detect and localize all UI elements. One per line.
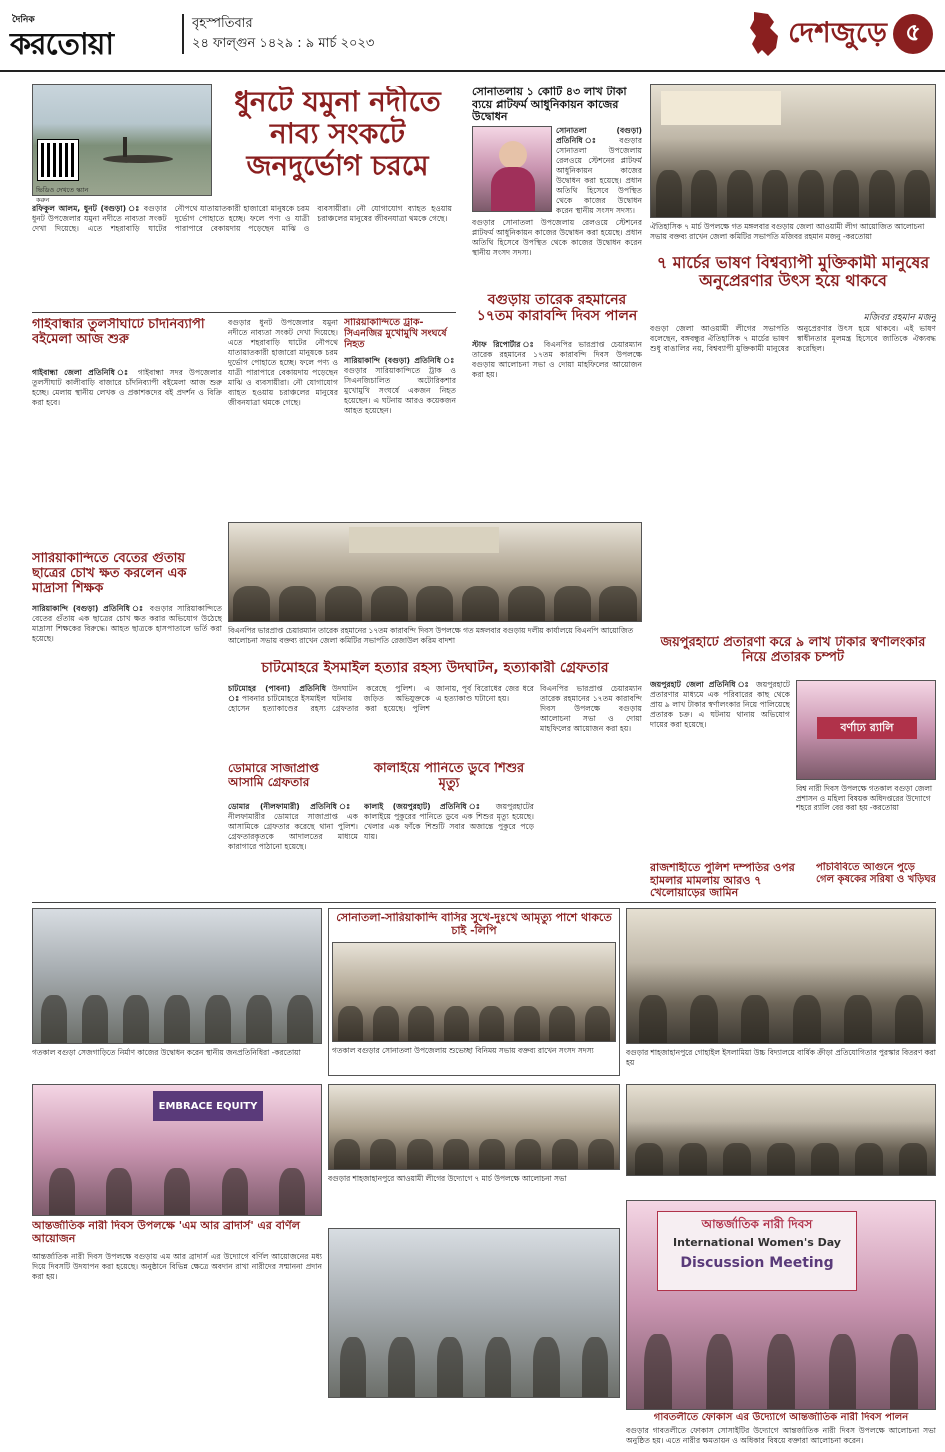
- tarek-headline: বগুড়ায় তারেক রহমানের ১৭তম কারাবন্দি দিবস পালন: [476, 292, 638, 325]
- kalai-headline: কালাইয়ে পানিতে ডুবে শিশুর মৃত্যু: [373, 762, 525, 791]
- 7march-photo: [650, 84, 936, 218]
- madrasa-headline: সারিয়াকান্দিতে বেতের গুঁতায় ছাত্রের চোখ ক্ষত করলেন এক মাদ্রাসা শিক্ষক: [32, 552, 187, 596]
- tarek-body: [472, 340, 642, 530]
- qr-caption: ভিডিও দেখতে স্ক্যান করুন: [36, 186, 89, 204]
- accident-headline: সারিয়াকান্দিতে ট্রাক-সিএনজির মুখোমুখি সংঘর্ষে নিহত: [344, 318, 447, 350]
- rally-photo: [796, 680, 936, 780]
- gabtali-body: বগুড়ার গাবতলীতে ফোকাস সোসাইটির উদ্যোগে আন্তর্জাতিক নারী দিবস উপলক্ষে আলোচনা সভা অনুষ্ঠিত হয়। এতে নারীর ক্ষমতায়ন ও অধিকার বিষয়ে বক্তারা আলোচনা করেন।: [626, 1426, 936, 1445]
- kalai-byline: কালাই (জয়পুরহাট) প্রতিনিধি ঃ: [364, 802, 487, 811]
- center-mid-photo: [332, 942, 616, 1042]
- gaibandha-byline: গাইবান্ধা জেলা প্রতিনিধি ঃ: [32, 368, 132, 377]
- 7march-body: বগুড়া জেলা আওয়ামী লীগের সভাপতি বলেছেন, বঙ্গবন্ধুর ঐতিহাসিক ৭ মার্চের ভাষণ শুধু বাঙালির নয়, বিশ্বব্যাপী মুক্তিকামী মানুষের অনুপ্রেরণার উৎস হয়ে থাকবে। এই ভাষণ স্বাধীনতার মূলমন্ত্র হিসেবে জাতিকে ঐক্যবদ্ধ করেছিল।: [650, 324, 936, 353]
- 7march-byline: মজিবর রহমান মজনু: [863, 313, 936, 322]
- paper-name: করতোয়া: [10, 27, 114, 62]
- masthead: [0, 0, 945, 72]
- qr-code-icon[interactable]: [38, 140, 78, 180]
- joypurhat-text: জয়পুরহাটে প্রতারণার মাধ্যমে এক পরিবারের কাছ থেকে প্রায় ৯ লাখ টাকার স্বর্ণালংকার নিয়ে পালিয়েছে প্রতারক চক্র। এ ঘটনায় থানায় অভিযোগ দায়ের করা হয়েছে।: [650, 680, 790, 729]
- accident-body: [344, 356, 456, 518]
- center-mid-caption: গতকাল বগুড়ার সোনাতলা উপজেলায় শুভেচ্ছা বিনিময় সভায় বক্তব্য রাখেন সংসদ সদস্য: [332, 1046, 594, 1055]
- embrace-banner: EMBRACE EQUITY: [153, 1091, 263, 1121]
- kalai-text: জয়পুরহাটের কালাইয়ে পুকুরের পানিতে ডুবে এক শিশুর মৃত্যু হয়েছে। খেলার এক ফাঁকে শিশুটি সবার অজান্তে পুকুরে পড়ে যায়।: [364, 802, 534, 841]
- bangladesh-map-icon: [746, 10, 782, 58]
- accident-text: বগুড়ার সারিয়াকান্দিতে ট্রাক ও সিএনজিচালিত অটোরিকশার মুখোমুখি সংঘর্ষে একজন নিহত হয়েছেন। এ ঘটনায় আরও কয়েকজন আহত হয়েছেন।: [344, 366, 456, 415]
- discussion-meeting: Discussion Meeting: [680, 1255, 834, 1271]
- gaibandha-body: [32, 368, 222, 548]
- tarek-byline: স্টাফ রিপোর্টার ঃ: [472, 340, 538, 349]
- newspaper-logo: [10, 12, 175, 62]
- lead-byline: রফিকুল আলম, ধুনট (বগুড়া) ঃ: [32, 204, 141, 213]
- masthead-divider: [182, 14, 184, 54]
- section-name: দেশজুড়ে: [788, 15, 887, 49]
- accident-byline: সারিয়াকান্দি (বগুড়া) প্রতিনিধি ঃ: [344, 356, 456, 365]
- chatmohar-body: [228, 684, 534, 758]
- tarek-caption: বিএনপির ভারপ্রাপ্ত চেয়ারম্যান তারেক রহমানের ১৭তম কারাবন্দি দিবস উপলক্ষে গত মঙ্গলবার বগুড়ায় দলীয় কার্যালয়ে বিএনপি আয়োজিত আলোচনা সভায় বক্তব্য রাখেন জেলা কমিটির সভাপতি রেজাউল করিম বাদশা: [228, 626, 634, 645]
- women-day-headline: আন্তর্জাতিক নারী দিবস উপলক্ষে 'এম আর ব্রাদার্স' এর বর্ণিল আয়োজন: [32, 1220, 300, 1245]
- fire-headline: পাঁচবিবিতে আগুনে পুড়ে গেল কৃষকের সরিষা ও খড়িঘর: [816, 862, 936, 885]
- rule: [32, 902, 936, 903]
- section-header: [746, 6, 933, 62]
- lead-headline: ধুনটে যমুনা নদীতে নাব্য সংকটে জনদুর্ভোগ চরমে: [234, 86, 441, 183]
- rally-caption: বিশ্ব নারী দিবস উপলক্ষে গতকাল বগুড়া জেলা প্রশাসন ও মহিলা বিষয়ক অধিদপ্তরের উদ্যোগে শহরে র‍্যালি বের করা হয় -করতোয়া: [796, 784, 933, 812]
- sonatola-photo: [472, 126, 552, 212]
- domar-text: নীলফামারীর ডোমারে সাজাপ্রাপ্ত এক আসামিকে গ্রেফতার করেছে থানা পুলিশ। গ্রেফতারকৃতকে আদালতের মাধ্যমে কারাগারে পাঠানো হয়েছে।: [228, 812, 358, 851]
- dateline: [192, 14, 374, 54]
- domar-headline: ডোমারে সাজাপ্রাপ্ত আসামি গ্রেফতার: [228, 762, 319, 789]
- rally-banner: বর্ণাঢ্য র‍্যালি: [817, 717, 917, 739]
- sonatola-body: [556, 126, 642, 214]
- women-day-body: আন্তর্জাতিক নারী দিবস উপলক্ষে বগুড়ায় এম আর ব্রাদার্স এর উদ্যোগে বর্ণিল আয়োজনের মধ্য দিয়ে দিবসটি উদযাপন করা হয়েছে। অনুষ্ঠানে বিভিন্ন ক্ষেত্রে অবদান রাখা নারীদের সম্মাননা প্রদান করা হয়।: [32, 1252, 322, 1281]
- 7march-headline: ৭ মার্চের ভাষণ বিশ্বব্যাপী মুক্তিকামী মানুষের অনুপ্রেরণার উৎস হয়ে থাকবে: [656, 254, 930, 291]
- right-mid-photo: [626, 908, 936, 1044]
- women-day-photo: [32, 1084, 322, 1216]
- rule: [32, 312, 456, 313]
- lead-body: [32, 204, 452, 308]
- madrasa-byline: সারিয়াকান্দি (বগুড়া) প্রতিনিধি ঃ: [32, 604, 146, 613]
- tarek-text: বিএনপির ভারপ্রাপ্ত চেয়ারম্যান তারেক রহমানের ১৭তম কারাবন্দি দিবস উপলক্ষে বগুড়ায় আলোচনা সভা ও দোয়া মাহফিলের আয়োজন করা হয়।: [472, 340, 642, 379]
- sonatola-continued: বগুড়ার সোনাতলা উপজেলায় রেলওয়ে স্টেশনের প্লাটফর্ম আধুনিকায়ন কাজের উদ্বোধন করা হয়েছে। প্রধান অতিথি হিসেবে উপস্থিত থেকে কাজের উদ্বোধন করেন স্থানীয় সংসদ সদস্য।: [472, 218, 642, 257]
- domar-byline: ডোমার (নীলফামারী) প্রতিনিধি ঃ: [228, 802, 358, 811]
- joypurhat-body: [650, 680, 790, 856]
- center-bottom-photo-2: [328, 1228, 620, 1398]
- center-bottom-caption: বগুড়ার শাহজাহানপুরে আওয়ামী লীগের উদ্যোগে ৭ মার্চ উপলক্ষে আলোচনা সভা: [328, 1174, 567, 1183]
- right-bottom-photo-2: [626, 1200, 936, 1410]
- chatmohar-text: পাবনার চাটমোহরে ইসমাইল হোসেন হত্যাকাণ্ডের রহস্য উদঘাটন করেছে পুলিশ। এ ঘটনায় জড়িত অভিযুক্তকে গ্রেফতার করা হয়েছে। পুলিশ জানায়, পূর্ব বিরোধের জের ধরে এ হত্যাকাণ্ড ঘটানো হয়।: [228, 684, 534, 713]
- date: ২৪ ফাল্গুন ১৪২৯ : ৯ মার্চ ২০২৩: [192, 36, 375, 51]
- left-mid-caption: গতকাল বগুড়া সেজগাড়িতে নির্মাণ কাজের উদ্বোধন করেন স্থানীয় জনপ্রতিনিধিরা -করতোয়া: [32, 1048, 301, 1057]
- center-bottom-photo-1: [328, 1084, 620, 1170]
- center-banner-title: সোনাতলা-সারিয়াকান্দি বাসির সুখে-দুঃখে আমৃত্যু পাশে থাকতে চাই -লিপি: [336, 912, 612, 937]
- chatmohar-headline: চাটমোহরে ইসমাইল হত্যার রহস্য উদঘাটন, হত্যাকারী গ্রেফতার: [261, 660, 609, 676]
- left-mid-photo: [32, 908, 322, 1044]
- sonatola-byline: সোনাতলা (বগুড়া) প্রতিনিধি ঃ: [556, 126, 642, 145]
- paper-name-small: দৈনিক: [12, 15, 35, 25]
- sonatola-headline: সোনাতলায় ১ কোটি ৪৩ লাখ টাকা ব্যয়ে প্লাটফর্ম আধুনিকায়ন কাজের উদ্বোধন: [472, 86, 627, 124]
- sonatola-text: বগুড়ার সোনাতলা উপজেলায় রেলওয়ে স্টেশনের প্লাটফর্ম আধুনিকায়ন কাজের উদ্বোধন করা হয়েছে। প্রধান অতিথি হিসেবে উপস্থিত থেকে কাজের উদ্বোধন করেন স্থানীয় সংসদ সদস্য।: [556, 136, 642, 214]
- gabtali-headline: গাবতলীতে ফোকাস এর উদ্যোগে আন্তর্জাতিক নারী দিবস পালন: [653, 1412, 909, 1423]
- lead-text: বগুড়ার ধুনট উপজেলার যমুনা নদীতে নাব্যতা সংকট দেখা দিয়েছে। এতে শহরাবাড়ি ঘাটের নৌপথে যাতায়াতকারী হাজারো মানুষকে চরম দুর্ভোগ পোহাতে হচ্ছে। ফলে পণ্য ও যাত্রী পারাপারে বেকায়দায় পড়েছেন মাঝি ও ব্যবসায়ীরা। নৌ যোগাযোগ ব্যাহত হওয়ায় চরাঞ্চলের মানুষের জীবনযাত্রা থমকে গেছে।: [32, 204, 452, 233]
- right-bottom-photo-1: [626, 1084, 936, 1176]
- tarek-continued: বিএনপির ভারপ্রাপ্ত চেয়ারম্যান তারেক রহমানের ১৭তম কারাবন্দি দিবস উপলক্ষে বগুড়ায় আলোচনা সভা ও দোয়া মাহফিলের আয়োজন করা হয়।: [540, 684, 642, 733]
- page-number: ৫: [893, 14, 933, 54]
- kalai-body: [364, 802, 534, 898]
- joypurhat-byline: জয়পুরহাট জেলা প্রতিনিধি ঃ: [650, 680, 752, 689]
- day: বৃহস্পতিবার: [192, 16, 253, 31]
- domar-body: [228, 802, 358, 898]
- rajshahi-headline: রাজশাহীতে পুলিশ দম্পতির ওপর হামলার মামলায় আরও ৭ খেলোয়াড়ের জামিন: [650, 862, 795, 900]
- discussion-en: International Women's Day: [673, 1236, 841, 1249]
- madrasa-text: বগুড়ার সারিয়াকান্দিতে বেতের গুঁতায় এক ছাত্রের চোখ ক্ষত করার অভিযোগ উঠেছে মাদ্রাসা শিক্ষকের বিরুদ্ধে। আহত ছাত্রকে হাসপাতালে ভর্তি করা হয়েছে।: [32, 604, 222, 643]
- discussion-title: আন্তর্জাতিক নারী দিবস: [701, 1217, 813, 1231]
- gaibandha-headline: গাইবান্ধার তুলসীঘাটে চাঁদনিব্যাপী বইমেলা আজ শুরু: [32, 318, 205, 347]
- gaibandha-text: গাইবান্ধা সদর উপজেলার তুলসীঘাট কালীবাড়ি বাজারে চাঁদনিব্যাপী বইমেলা আজ শুরু হচ্ছে। মেলায় স্থানীয় লেখক ও প্রকাশকদের বই প্রদর্শন ও বিক্রি করা হবে।: [32, 368, 222, 407]
- joypurhat-headline: জয়পুরহাটে প্রতারণা করে ৯ লাখ টাকার স্বর্ণালংকার নিয়ে প্রতারক চম্পট: [660, 636, 926, 665]
- 7march-caption: ঐতিহাসিক ৭ মার্চ উপলক্ষে গত মঙ্গলবার বগুড়ায় জেলা আওয়ামী লীগ আয়োজিত আলোচনা সভায় বক্তব্য রাখেন জেলা কমিটির সভাপতি মজিবর রহমান মজনু -করতোয়া: [650, 222, 925, 241]
- chatmohar-byline: চাটমোহর (পাবনা) প্রতিনিধি ঃ: [228, 684, 326, 703]
- right-mid-caption: বগুড়ার শাহজাহানপুরে গোহাইল ইসলামিয়া উচ্চ বিদ্যালয়ে বার্ষিক ক্রীড়া প্রতিযোগিতার পুরস্কার বিতরণ করা হয়: [626, 1048, 936, 1067]
- madrasa-body: [32, 604, 222, 896]
- lead-continued: বগুড়ার ধুনট উপজেলার যমুনা নদীতে নাব্যতা সংকট দেখা দিয়েছে। এতে শহরাবাড়ি ঘাটের নৌপথে যাতায়াতকারী হাজারো মানুষকে চরম দুর্ভোগ পোহাতে হচ্ছে। ফলে পণ্য ও যাত্রী পারাপারে বেকায়দায় পড়েছেন মাঝি ও ব্যবসায়ীরা। নৌ যোগাযোগ ব্যাহত হওয়ায় চরাঞ্চলের মানুষের জীবনযাত্রা থমকে গেছে।: [228, 318, 338, 407]
- tarek-photo: [228, 522, 642, 622]
